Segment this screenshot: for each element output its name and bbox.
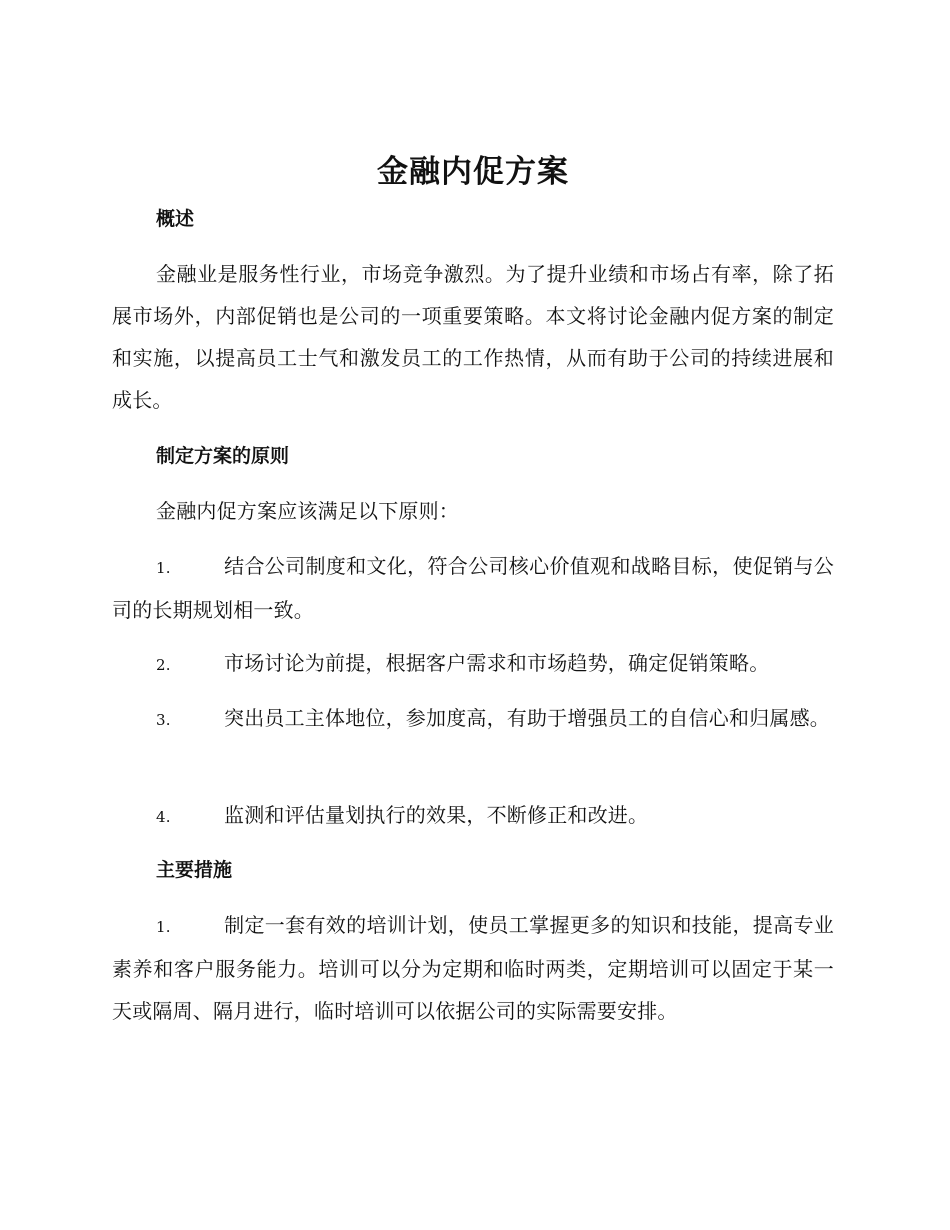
principle-item-4 (112, 794, 834, 838)
principle-item-text: 结合公司制度和文化，符合公司核心价值观和战略目标，使促销与公司的长期规划相一致。 (112, 554, 834, 622)
principle-item-text: 监测和评估量划执行的效果，不断修正和改进。 (224, 803, 649, 827)
principle-item-text: 市场讨论为前提，根据客户需求和市场趋势，确定促销策略。 (224, 651, 770, 675)
principle-item-number: 4. (156, 808, 171, 826)
principle-item-number: 1. (156, 559, 171, 577)
section-heading-principles: 制定方案的原则 (156, 445, 290, 467)
measure-item-1 (112, 904, 834, 1032)
measure-item-number: 1. (156, 918, 171, 936)
section-heading-measures: 主要措施 (156, 859, 233, 881)
overview-paragraph: 金融业是服务性行业，市场竞争激烈。为了提升业绩和市场占有率，除了拓展市场外，内部促销也是公司的一项重要策略。本文将讨论金融内促方案的制定和实施，以提高员工士气和激发员工的工作热情，从而有助于公司的持续进展和成长。 (112, 262, 834, 412)
principle-item-text: 突出员工主体地位，参加度高，有助于增强员工的自信心和归属感。 (224, 706, 830, 730)
principles-intro: 金融内促方案应该满足以下原则： (156, 499, 459, 523)
principle-item-2 (112, 642, 834, 686)
principle-item-3 (112, 697, 834, 741)
section-heading-overview: 概述 (156, 208, 195, 230)
principle-item-number: 2. (156, 656, 171, 674)
principle-item-number: 3. (156, 711, 171, 729)
principle-item-1 (112, 545, 834, 631)
measure-item-text: 制定一套有效的培训计划，使员工掌握更多的知识和技能，提高专业素养和客户服务能力。培训可以分为定期和临时两类，定期培训可以固定于某一天或隔周、隔月进行，临时培训可以依据公司的实际需要安排。 (112, 913, 834, 1023)
document-title: 金融内促方案 (377, 154, 569, 190)
